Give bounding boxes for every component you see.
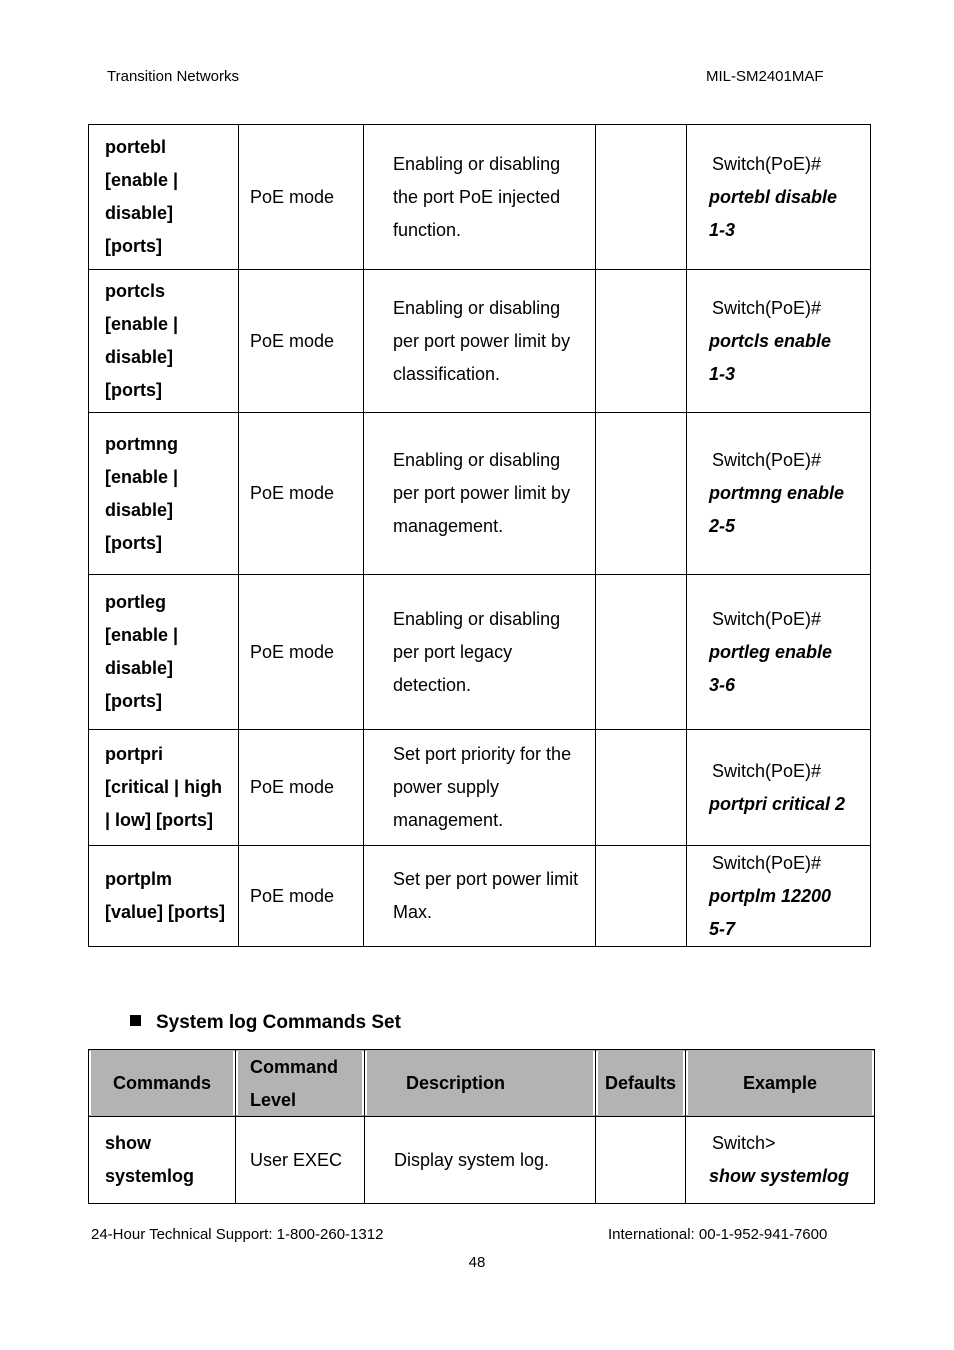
header-model: MIL-SM2401MAF	[706, 68, 824, 85]
command-line: [ports]	[105, 691, 162, 711]
table-row	[89, 1117, 875, 1204]
description-cell	[364, 270, 596, 413]
description-line: per port legacy	[393, 641, 513, 662]
command-line: disable]	[105, 203, 174, 223]
header-label: Defaults	[596, 1051, 685, 1115]
description-line: management.	[393, 810, 504, 830]
command-cell	[89, 413, 239, 575]
command-line: systemlog	[105, 1166, 195, 1186]
example-command: show systemlog	[709, 1166, 850, 1186]
example-cell	[687, 413, 871, 575]
command-line: [critical | high	[105, 777, 223, 797]
command-line: [enable |	[105, 466, 179, 487]
example-cell	[687, 730, 871, 846]
example-command: portleg enable	[709, 641, 833, 662]
table-row	[89, 270, 871, 413]
command-cell	[89, 1117, 236, 1204]
example-command: 3-6	[709, 674, 736, 695]
example-command: 2-5	[709, 516, 736, 536]
header-commands	[89, 1050, 236, 1117]
command-line: portpri	[105, 744, 163, 764]
command-cell	[89, 575, 239, 730]
example-cell	[687, 270, 871, 413]
table-header-row	[89, 1050, 875, 1117]
description-line: Enabling or disabling	[393, 153, 561, 174]
level-cell: PoE mode	[239, 413, 364, 575]
description-line: management.	[393, 516, 504, 536]
example-cell	[687, 575, 871, 730]
example-command: portmng enable	[709, 483, 845, 503]
footer-support: 24-Hour Technical Support: 1-800-260-1312	[91, 1226, 384, 1243]
example-command: 1-3	[709, 363, 736, 384]
example-prompt: Switch(PoE)#	[712, 297, 822, 318]
example-cell	[687, 846, 871, 947]
example-prompt: Switch(PoE)#	[712, 760, 822, 781]
example-command: portpri critical 2	[709, 793, 846, 814]
page-number: 48	[468, 1254, 486, 1271]
level-cell: PoE mode	[239, 125, 364, 270]
header-company: Transition Networks	[107, 68, 239, 85]
command-cell	[89, 730, 239, 846]
table-row	[89, 846, 871, 947]
example-command: 1-3	[709, 219, 736, 240]
level-cell: User EXEC	[236, 1117, 365, 1204]
command-cell	[89, 270, 239, 413]
description-line: Set port priority for the	[393, 744, 572, 764]
header-label: Command	[250, 1057, 339, 1077]
description-line: Enabling or disabling	[393, 450, 561, 470]
defaults-cell	[596, 270, 687, 413]
description-cell	[364, 413, 596, 575]
header-description	[365, 1050, 596, 1117]
command-cell	[89, 846, 239, 947]
section-heading	[130, 1012, 401, 1034]
description-cell	[364, 575, 596, 730]
description-cell	[364, 730, 596, 846]
description-cell: Display system log.	[365, 1117, 596, 1204]
description-line: Max.	[393, 902, 433, 922]
command-cell	[89, 125, 239, 270]
header-label-box	[236, 1051, 364, 1115]
header-label: Example	[686, 1051, 874, 1115]
defaults-cell	[596, 413, 687, 575]
command-line: [ports]	[105, 380, 162, 400]
command-line: [value] [ports]	[105, 902, 226, 922]
command-line: disable]	[105, 347, 174, 367]
description-line: Set per port power limit	[393, 869, 579, 889]
level-cell: PoE mode	[239, 846, 364, 947]
header-example	[686, 1050, 875, 1117]
description-line: function.	[393, 219, 462, 240]
example-command: portplm 12200	[709, 885, 832, 906]
header-defaults	[596, 1050, 686, 1117]
description-line: power supply	[393, 777, 500, 797]
description-line: the port PoE injected	[393, 186, 561, 207]
description-line: per port power limit by	[393, 483, 571, 503]
table-row	[89, 730, 871, 846]
command-line: [enable |	[105, 625, 179, 645]
command-line: disable]	[105, 499, 174, 520]
section-title: System log Commands Set	[156, 1012, 401, 1033]
level-cell: PoE mode	[239, 270, 364, 413]
example-prompt: Switch(PoE)#	[712, 153, 822, 174]
defaults-cell	[596, 846, 687, 947]
description-cell	[364, 125, 596, 270]
defaults-cell	[596, 1117, 686, 1204]
level-cell: PoE mode	[239, 730, 364, 846]
command-line: portplm	[105, 869, 172, 889]
table-row	[89, 125, 871, 270]
poe-commands-table	[88, 124, 871, 947]
header-label: Commands	[89, 1051, 235, 1115]
description-line: per port power limit by	[393, 330, 571, 351]
command-line: [enable |	[105, 314, 179, 334]
command-line: portmng	[105, 433, 178, 454]
example-prompt: Switch(PoE)#	[712, 450, 822, 470]
header-label: Description	[365, 1051, 595, 1115]
command-line: [ports]	[105, 532, 162, 553]
command-line: portcls	[105, 281, 166, 301]
command-line: show	[105, 1133, 152, 1153]
footer-international: International: 00-1-952-941-7600	[608, 1226, 828, 1243]
syslog-commands-table	[88, 1049, 875, 1204]
example-prompt: Switch(PoE)#	[712, 608, 822, 629]
bullet-square-icon	[130, 1015, 141, 1026]
defaults-cell	[596, 575, 687, 730]
command-line: portleg	[105, 592, 166, 612]
level-cell: PoE mode	[239, 575, 364, 730]
example-prompt: Switch(PoE)#	[712, 852, 822, 873]
description-line: detection.	[393, 674, 472, 695]
command-line: | low] [ports]	[105, 810, 214, 830]
defaults-cell	[596, 730, 687, 846]
description-line: Enabling or disabling	[393, 297, 561, 318]
defaults-cell	[596, 125, 687, 270]
description-line: Enabling or disabling	[393, 608, 561, 629]
example-cell	[687, 125, 871, 270]
command-line: portebl	[105, 137, 166, 157]
header-command-level	[236, 1050, 365, 1117]
example-cell	[686, 1117, 875, 1204]
command-line: [ports]	[105, 236, 162, 256]
example-prompt: Switch>	[712, 1133, 776, 1153]
header-label: Level	[250, 1090, 297, 1110]
command-line: [enable |	[105, 170, 179, 190]
example-command: 5-7	[709, 918, 736, 939]
example-command: portebl disable	[709, 186, 838, 207]
command-line: disable]	[105, 658, 174, 678]
example-command: portcls enable	[709, 330, 832, 351]
description-cell	[364, 846, 596, 947]
table-row	[89, 575, 871, 730]
description-line: classification.	[393, 363, 501, 384]
table-row	[89, 413, 871, 575]
